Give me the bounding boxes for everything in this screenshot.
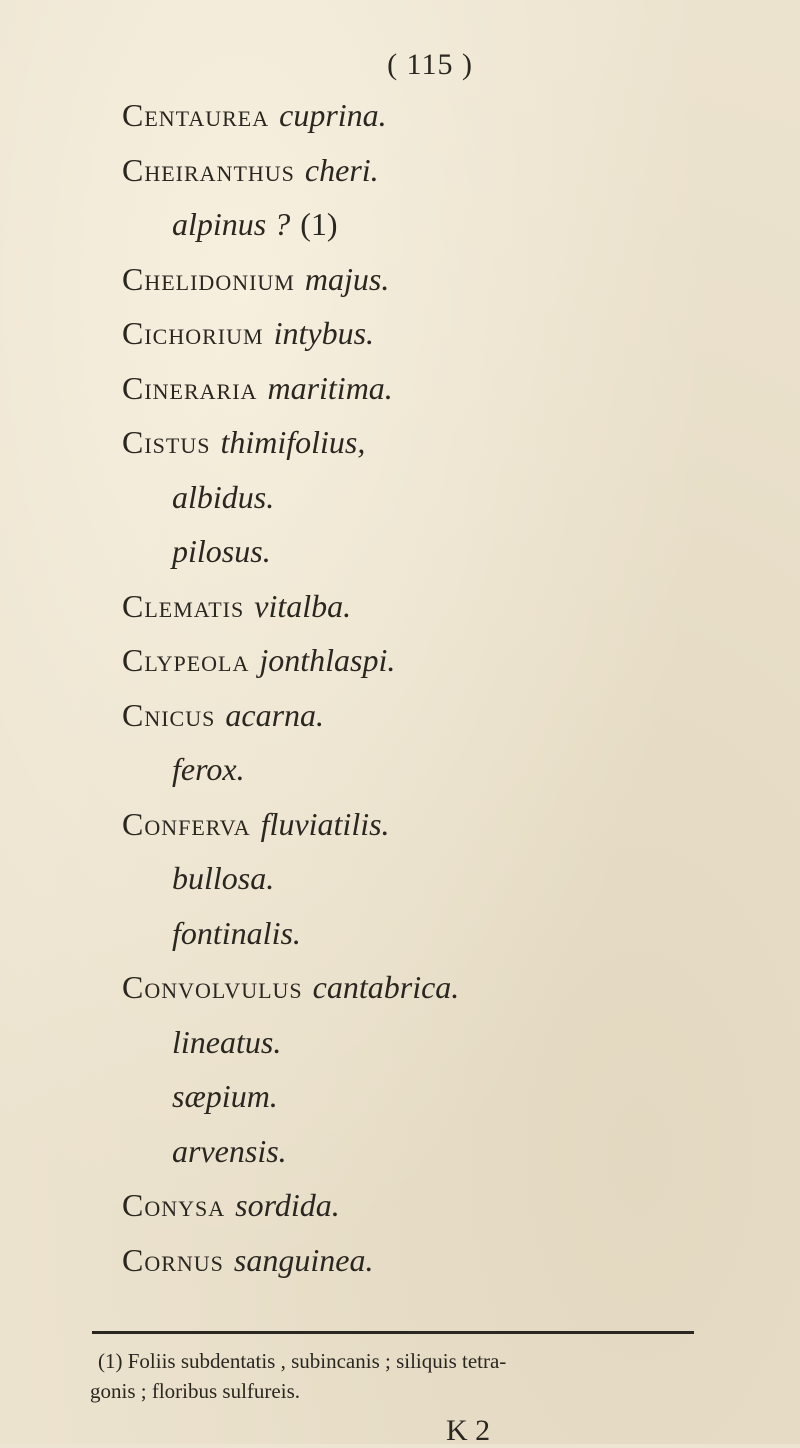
- genus-name: Clypeola: [122, 642, 250, 678]
- list-item: [122, 1124, 762, 1179]
- list-item: [122, 960, 762, 1015]
- species-name: cantabrica.: [312, 969, 460, 1005]
- genus-name: Conysa: [122, 1187, 226, 1223]
- list-item: [122, 1178, 762, 1233]
- plant-list: [122, 88, 762, 1287]
- genus-name: Cistus: [122, 424, 211, 460]
- footnote-line-1: (1) Foliis subdentatis , subincanis ; siliquis tetra-: [98, 1349, 507, 1373]
- footnote-reference: (1): [300, 206, 338, 242]
- list-item: [122, 797, 762, 852]
- list-item: [122, 415, 762, 470]
- species-name: intybus.: [273, 315, 375, 351]
- list-item: [122, 1015, 762, 1070]
- list-item: [122, 1233, 762, 1288]
- genus-name: Clematis: [122, 587, 245, 624]
- species-name: sanguinea.: [233, 1241, 374, 1278]
- species-name: sordida.: [235, 1187, 340, 1223]
- genus-name: Chelidonium: [122, 260, 295, 297]
- genus-name: Cheiranthus: [122, 151, 295, 188]
- list-item: [122, 306, 762, 361]
- genus-name: Cineraria: [122, 369, 258, 406]
- species-name: albidus.: [172, 478, 275, 515]
- footnote-line-2: gonis ; floribus sulfureis.: [90, 1379, 300, 1403]
- list-item: [122, 524, 762, 579]
- list-item: [122, 906, 762, 961]
- species-name: jonthlaspi.: [259, 642, 396, 678]
- species-name: sæpium.: [172, 1078, 278, 1114]
- species-name: fontinalis.: [172, 914, 301, 951]
- signature-mark: K 2: [446, 1414, 491, 1447]
- genus-name: Cornus: [122, 1241, 224, 1278]
- species-name: vitalba.: [254, 587, 352, 624]
- species-name: arvensis.: [172, 1132, 287, 1169]
- list-item: [122, 851, 762, 906]
- page-number-header: ( 115 ): [387, 48, 473, 81]
- list-item: [122, 742, 762, 797]
- genus-name: Convolvulus: [122, 969, 303, 1005]
- species-name: cuprina.: [279, 97, 387, 133]
- species-name: acarna.: [225, 696, 325, 733]
- species-name: pilosus.: [172, 533, 271, 569]
- genus-name: Centaurea: [122, 97, 270, 133]
- list-item: [122, 197, 762, 252]
- genus-name: Cnicus: [122, 696, 216, 733]
- genus-name: Cichorium: [122, 315, 264, 351]
- species-name: fluviatilis.: [260, 805, 390, 842]
- list-item: [122, 688, 762, 743]
- list-item: [122, 633, 762, 688]
- species-name: alpinus ?: [172, 206, 291, 242]
- list-item: [122, 143, 762, 198]
- footnote-divider: [92, 1331, 694, 1334]
- species-name: cheri.: [304, 151, 379, 188]
- list-item: [122, 470, 762, 525]
- species-name: majus.: [304, 260, 390, 297]
- species-name: ferox.: [172, 751, 245, 787]
- list-item: [122, 1069, 762, 1124]
- list-item: [122, 88, 762, 143]
- footnote: [90, 1346, 710, 1406]
- species-name: lineatus.: [172, 1023, 282, 1060]
- list-item: [122, 252, 762, 307]
- species-name: bullosa.: [172, 860, 275, 896]
- genus-name: Conferva: [122, 805, 251, 842]
- species-name: maritima.: [267, 369, 393, 406]
- list-item: [122, 579, 762, 634]
- species-name: thimifolius,: [220, 424, 366, 460]
- list-item: [122, 361, 762, 416]
